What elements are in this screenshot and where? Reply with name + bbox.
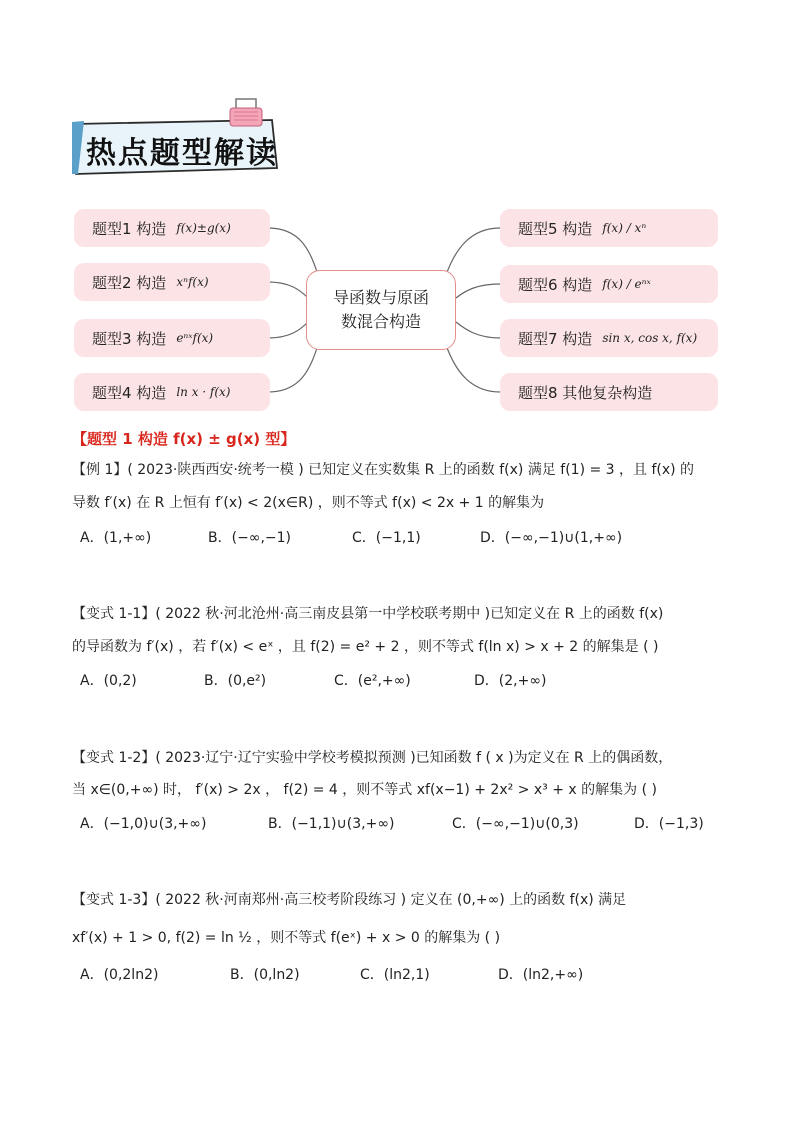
mindmap-center	[306, 270, 456, 350]
option-b: B．(−∞,−1)	[208, 530, 292, 546]
option-d: D．(ln2,+∞)	[498, 967, 584, 983]
mindmap-box-type4	[74, 373, 270, 411]
box-label: 题型1 构造	[92, 219, 167, 238]
option-c: C．(e²,+∞)	[334, 673, 411, 689]
mindmap-box-type7	[500, 319, 718, 357]
box-math: sin x, cos x, f(x)	[602, 331, 698, 345]
box-math: f(x) / xⁿ	[602, 221, 647, 235]
box-label: 题型2 构造	[92, 273, 167, 292]
option-b: B．(−1,1)∪(3,+∞)	[268, 816, 395, 832]
box-math: f(x)±g(x)	[176, 221, 231, 235]
box-label: 题型5 构造	[518, 219, 593, 238]
box-math: ln x · f(x)	[176, 385, 231, 399]
question-2-line-2: 的导函数为 f′(x) ，若 f′(x) < eˣ ，且 f(2) = e² + 2 ，则不等式 f(ln x) > x + 2 的解集是 ( )	[72, 639, 659, 655]
question-1-line-2: 导数 f′(x) 在 R 上恒有 f′(x) < 2(x∈R) ，则不等式 f(x) < 2x + 1 的解集为	[72, 495, 545, 511]
option-d: D．(−∞,−1)∪(1,+∞)	[480, 530, 623, 546]
mindmap-box-type6	[500, 265, 718, 303]
option-d: D．(2,+∞)	[474, 673, 547, 689]
banner-title: 热点题型解读	[86, 136, 278, 171]
option-a: A．(0,2)	[80, 673, 137, 689]
option-a: A．(0,2ln2)	[80, 967, 159, 983]
option-a: A．(1,+∞)	[80, 530, 152, 546]
question-4-line-2: xf′(x) + 1 > 0, f(2) = ln ½ ，则不等式 f(eˣ) + x > 0 的解集为 ( )	[72, 930, 501, 946]
option-c: C．(−1,1)	[352, 530, 421, 546]
box-label: 题型4 构造	[92, 383, 167, 402]
option-b: B．(0,ln2)	[230, 967, 300, 983]
box-label: 题型8 其他复杂构造	[518, 383, 653, 402]
option-c: C．(ln2,1)	[360, 967, 430, 983]
box-label: 题型3 构造	[92, 329, 167, 348]
option-d: D．(−1,3)	[634, 816, 704, 832]
center-line-2: 数混合构造	[340, 312, 421, 331]
mindmap-box-type1	[74, 209, 270, 247]
box-math: f(x) / eⁿˣ	[602, 277, 651, 291]
question-3-line-1: 【变式 1-2】( 2023·辽宁·辽宁实验中学校考模拟预测 )已知函数 f ( x )为定义在 R 上的偶函数，	[72, 750, 673, 766]
option-c: C．(−∞,−1)∪(0,3)	[452, 816, 579, 832]
box-label: 题型6 构造	[518, 275, 593, 294]
mindmap-box-type5	[500, 209, 718, 247]
question-2-line-1: 【变式 1-1】( 2022 秋·河北沧州·高三南皮县第一中学校联考期中 )已知定义在 R 上的函数 f(x)	[72, 606, 664, 622]
question-3-line-2: 当 x∈(0,+∞) 时， f′(x) > 2x ， f(2) = 4 ，则不等式 xf(x−1) + 2x² > x³ + x 的解集为 ( )	[72, 782, 657, 798]
mindmap-box-type3	[74, 319, 270, 357]
question-4-line-1: 【变式 1-3】( 2022 秋·河南郑州·高三校考阶段练习 ) 定义在 (0,+∞) 上的函数 f(x) 满足	[72, 892, 627, 908]
box-math: xⁿf(x)	[176, 275, 209, 289]
option-b: B．(0,e²)	[204, 673, 267, 689]
center-line-1: 导函数与原函	[332, 288, 429, 307]
mindmap-box-type2	[74, 263, 270, 301]
box-label: 题型7 构造	[518, 329, 593, 348]
option-a: A．(−1,0)∪(3,+∞)	[80, 816, 207, 832]
box-math: eⁿˣf(x)	[176, 331, 214, 345]
mindmap-box-type8	[500, 373, 718, 411]
question-1-line-1: 【例 1】( 2023·陕西西安·统考一模 ) 已知定义在实数集 R 上的函数 f(x) 满足 f(1) = 3 ，且 f(x) 的	[72, 462, 695, 478]
section-title: 【题型 1 构造 f(x) ± g(x) 型】	[72, 430, 296, 448]
